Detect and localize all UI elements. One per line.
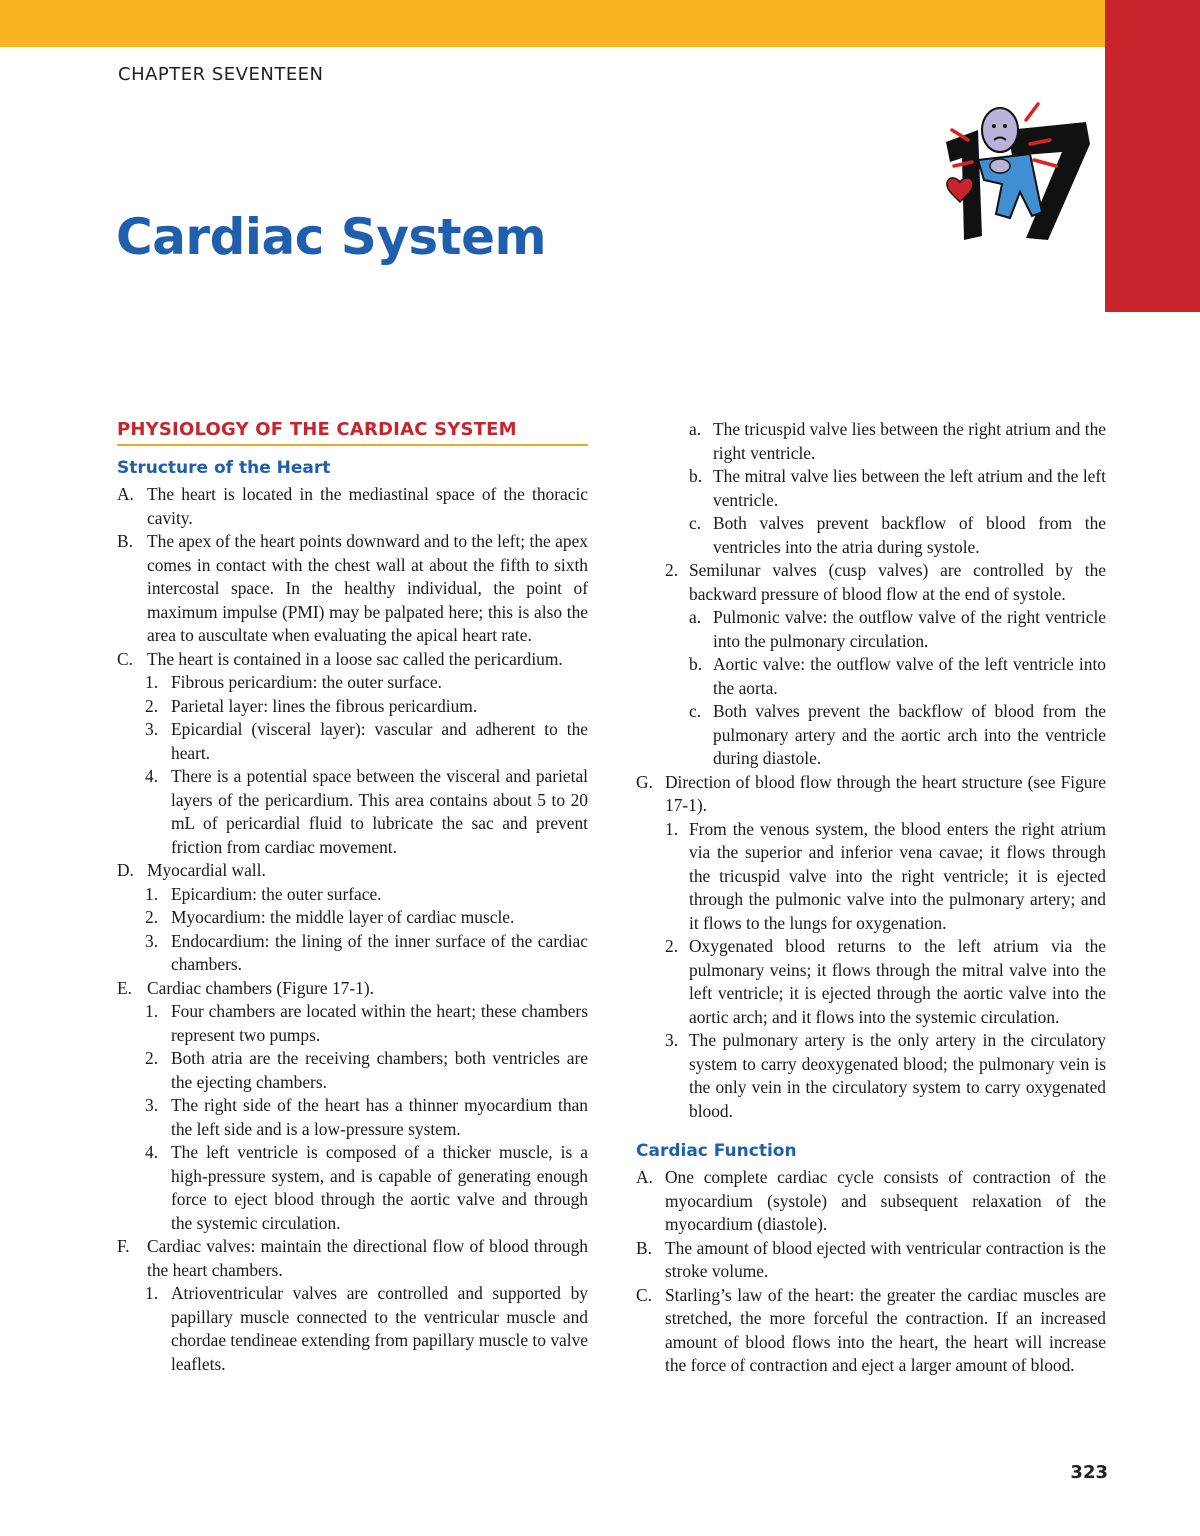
list-item-text: Atrioventricular valves are controlled and supported by papillary muscle connected to the ventricular muscle and chordae tendineae extending from papillary muscle to valve leaflets. [171,1283,588,1374]
list-item [117,883,588,907]
list-item [117,977,588,1001]
list-item [117,483,588,530]
list-item-text: The pulmonary artery is the only artery in the circulatory system to carry deoxygenated blood; the pulmonary vein is the only vein in the circulatory system to carry oxygenated blood. [689,1030,1106,1121]
list-item [117,765,588,859]
list-item [117,1047,588,1094]
right-column [636,418,1106,1378]
list-marker: b. [689,654,703,674]
list-item-text: From the venous system, the blood enters the right atrium via the superior and inferior vena cavae; it flows through the tricuspid valve into the right ventricle; it is ejected through the pulmonic valve into the pulmonary artery; and it flows to the lungs for oxygenation. [689,818,1106,933]
list-item-text: Direction of blood flow through the heart structure (see Figure 17-1). [665,771,1106,815]
list-item [117,648,588,672]
list-item [117,906,588,930]
list-item [636,1166,1106,1237]
list-marker: 3. [665,1030,679,1050]
list-marker: G. [636,771,653,792]
list-item [636,771,1106,818]
list-item [636,512,1106,559]
list-marker: B. [117,531,133,551]
subheading-structure: Structure of the Heart [117,458,331,478]
list-marker: 2. [145,907,159,927]
list-item-text: Cardiac valves: maintain the directional flow of blood through the heart chambers. [147,1236,588,1280]
left-column [117,418,588,1376]
list-item-text: Fibrous pericardium: the outer surface. [171,672,442,692]
list-item-text: Starling’s law of the heart: the greater the cardiac muscles are stretched, the more forceful the contraction. If an increased amount of blood flows into the heart, the heart will increase the force of contraction and eject a larger amount of blood. [665,1284,1106,1375]
list-item [117,530,588,648]
list-item [636,1029,1106,1123]
list-item-text: Both atria are the receiving chambers; both ventricles are the ejecting chambers. [171,1048,588,1092]
list-marker: 2. [145,1048,159,1068]
chapter-side-tab [1105,0,1200,312]
list-item [636,418,1106,465]
list-item-text: Four chambers are located within the heart; these chambers represent two pumps. [171,1001,588,1045]
list-item [117,1000,588,1047]
top-color-bar [0,0,1200,47]
list-marker: 1. [145,1283,159,1303]
list-item [117,930,588,977]
list-marker: A. [636,1167,653,1187]
list-item-text: One complete cardiac cycle consists of contraction of the myocardium (systole) and subsequent relaxation of the myocardium (diastole). [665,1167,1106,1234]
list-marker: F. [117,1236,130,1256]
list-item-text: The heart is contained in a loose sac called the pericardium. [147,648,563,669]
list-item [117,1235,588,1282]
list-marker: a. [689,419,702,439]
list-marker: A. [117,484,134,504]
page-number: 323 [1070,1462,1108,1483]
list-marker: 3. [145,930,159,951]
list-item-text: Epicardium: the outer surface. [171,883,382,904]
list-item-text: The heart is located in the mediastinal space of the thoracic cavity. [147,484,588,528]
list-item-text: Both valves prevent the backflow of blood from the pulmonary artery and the aortic arch into the ventricle during diastole. [713,701,1106,768]
list-item [636,465,1106,512]
list-marker: c. [689,513,702,533]
list-item [636,653,1106,700]
list-marker: 1. [145,883,159,904]
cartoon-figure-clutching-chest-icon [938,100,1098,245]
list-marker: C. [636,1284,652,1305]
list-marker: a. [689,607,702,627]
section-heading: PHYSIOLOGY OF THE CARDIAC SYSTEM [117,418,588,446]
list-item-text: Both valves prevent backflow of blood from the ventricles into the atria during systole. [713,513,1106,557]
list-item [117,1141,588,1235]
list-marker: 1. [145,1001,159,1021]
list-item-text: The right side of the heart has a thinner myocardium than the left side and is a low-pressure system. [171,1095,588,1139]
list-marker: D. [117,860,134,880]
list-item [117,718,588,765]
list-item [117,1094,588,1141]
list-item [636,700,1106,771]
list-marker: b. [689,466,703,486]
list-item-text: The mitral valve lies between the left atrium and the left ventricle. [713,466,1106,510]
list-item [117,859,588,883]
list-item-text: There is a potential space between the visceral and parietal layers of the pericardium. This area contains about 5 to 20 mL of pericardial fluid to lubricate the sac and prevent friction from cardiac movement. [171,766,588,857]
list-item-text: Cardiac chambers (Figure 17-1). [147,977,374,998]
list-item-text: The tricuspid valve lies between the right atrium and the right ventricle. [713,419,1106,463]
list-marker: 2. [145,695,159,716]
list-item-text: Epicardial (visceral layer): vascular and adherent to the heart. [171,719,588,763]
list-marker: E. [117,977,132,998]
list-item-text: Aortic valve: the outflow valve of the left ventricle into the aorta. [713,654,1106,698]
list-marker: 2. [665,936,679,956]
list-item-text: Semilunar valves (cusp valves) are controlled by the backward pressure of blood flow at the end of systole. [689,560,1106,604]
list-item [117,1282,588,1376]
list-item [636,818,1106,936]
list-item [636,935,1106,1029]
page-title: Cardiac System [116,208,547,266]
list-marker: 1. [665,818,679,839]
list-item [636,606,1106,653]
subheading-cardiac-function: Cardiac Function [636,1141,797,1161]
list-marker: c. [689,701,702,721]
list-marker: 4. [145,1142,159,1162]
chapter-label: CHAPTER SEVENTEEN [118,64,324,85]
list-item-text: The amount of blood ejected with ventricular contraction is the stroke volume. [665,1237,1106,1281]
list-marker: 4. [145,766,159,786]
list-item-text: Pulmonic valve: the outflow valve of the right ventricle into the pulmonary circulation. [713,607,1106,651]
list-marker: C. [117,648,133,669]
list-marker: 3. [145,1095,159,1115]
list-item-text: Endocardium: the lining of the inner surface of the cardiac chambers. [171,930,588,974]
list-item [636,1237,1106,1284]
list-item [636,1284,1106,1378]
list-item [636,559,1106,606]
list-marker: 1. [145,672,159,692]
list-item-text: The left ventricle is composed of a thicker muscle, is a high-pressure system, and is capable of generating enough force to eject blood through the aortic valve and through the systemic circulation. [171,1142,588,1233]
list-marker: 2. [665,560,679,580]
list-item [117,671,588,695]
list-marker: B. [636,1237,652,1258]
list-item-text: Oxygenated blood returns to the left atrium via the pulmonary veins; it flows through the mitral valve into the left ventricle; it is ejected through the aortic valve into the aortic arch; and it flows into the systemic circulation. [689,936,1106,1027]
list-marker: 3. [145,719,159,739]
list-item [117,695,588,719]
list-item-text: Myocardium: the middle layer of cardiac muscle. [171,907,515,927]
list-item-text: The apex of the heart points downward and to the left; the apex comes in contact with the chest wall at about the fifth to sixth intercostal space. In the healthy individual, the point of maximum impulse (PMI) may be palpated here; this is also the area to auscultate when evaluating the apical heart rate. [147,531,588,645]
list-item-text: Myocardial wall. [147,860,266,880]
list-item-text: Parietal layer: lines the fibrous pericardium. [171,695,478,716]
